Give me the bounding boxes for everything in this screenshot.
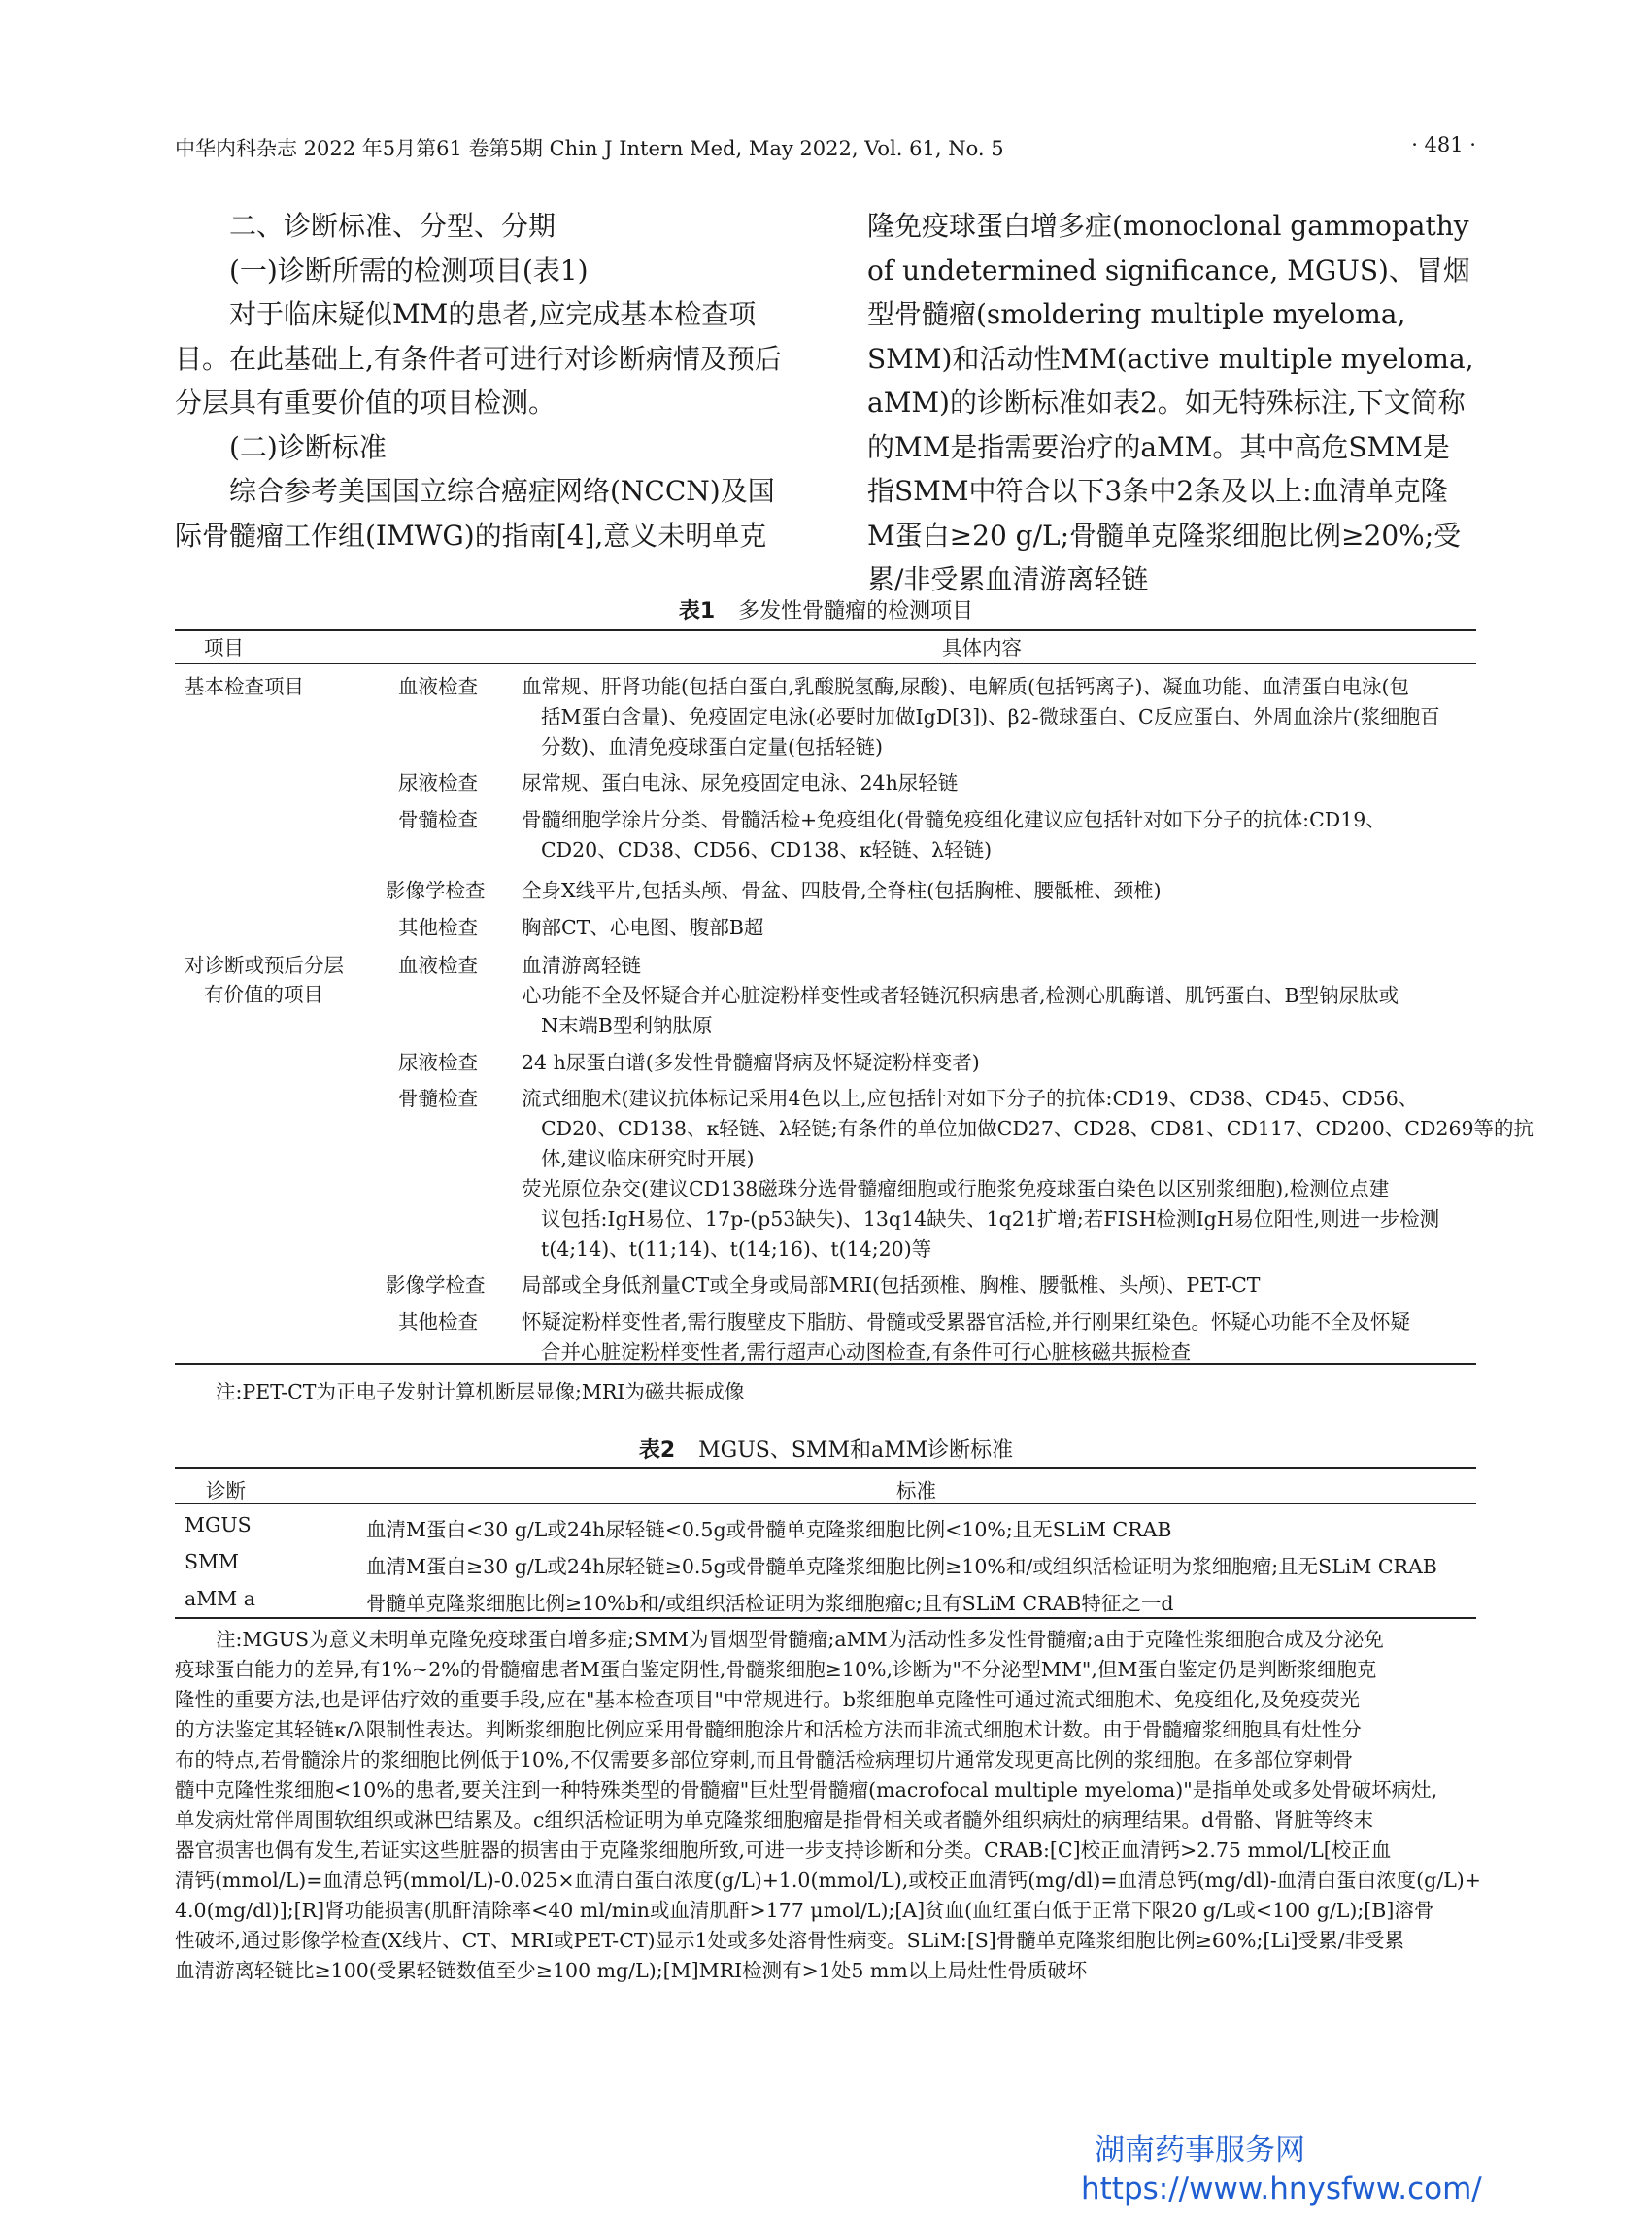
table2-caption bbox=[0, 1433, 1652, 1464]
table1-cell: 怀疑淀粉样变性者,需行腹壁皮下脂肪、骨髓或受累器官活检,并行刚果红染色。怀疑心功能不全及怀疑 bbox=[522, 1310, 1411, 1333]
table1-row-type: 其他检查 bbox=[398, 916, 478, 939]
subsection-heading: (一)诊断所需的检测项目(表1) bbox=[229, 253, 589, 287]
table2-title: MGUS、SMM和aMM诊断标准 bbox=[698, 1438, 1014, 1463]
table1-top-rule bbox=[175, 629, 1476, 631]
table2-note-line: 的方法鉴定其轻链κ/λ限制性表达。判断浆细胞比例应采用骨髓细胞涂片和活检方法而非流式细胞术计数。由于骨髓瘤浆细胞具有灶性分 bbox=[175, 1718, 1362, 1741]
table1-cell: CD20、CD38、CD56、CD138、κ轻链、λ轻链) bbox=[541, 838, 993, 861]
table1-cell: t(4;14)、t(11;14)、t(14;16)、t(14;20)等 bbox=[541, 1237, 932, 1261]
body-column-right bbox=[867, 204, 1474, 602]
table1-cell: 荧光原位杂交(建议CD138磁珠分选骨髓瘤细胞或行胞浆免疫球蛋白染色以区别浆细胞),检测位点建 bbox=[522, 1177, 1390, 1200]
body-paragraph: 对于临床疑似MM的患者,应完成基本检查项目。在此基础上,有条件者可进行对诊断病情及预后分层具有重要价值的项目检测。 bbox=[175, 298, 782, 419]
table2-bottom-rule bbox=[175, 1617, 1476, 1619]
table2-criteria: 骨髓单克隆浆细胞比例≥10%b和/或组织活检证明为浆细胞瘤c;且有SLiM CRAB特征之一d bbox=[366, 1592, 1174, 1615]
table2-col-header: 诊断 bbox=[206, 1479, 246, 1502]
table1-cell: 血清游离轻链 bbox=[522, 954, 641, 977]
watermark-name: 湖南药事服务网 bbox=[1095, 2133, 1305, 2168]
table1-cell: 括M蛋白含量)、免疫固定电泳(必要时加做IgD[3])、β2-微球蛋白、C反应蛋白、外周血涂片(浆细胞百 bbox=[541, 705, 1440, 728]
table1-cell: 骨髓细胞学涂片分类、骨髓活检+免疫组化(骨髓免疫组化建议应包括针对如下分子的抗体:CD19、 bbox=[522, 808, 1386, 831]
table1-row-type: 影像学检查 bbox=[386, 1273, 486, 1297]
table2-note-line: 性破坏,通过影像学检查(X线片、CT、MRI或PET-CT)显示1处或多处溶骨性病变。SLiM:[S]骨髓单克隆浆细胞比例≥60%;[Li]受累/非受累 bbox=[175, 1929, 1404, 1952]
table1-row-type: 骨髓检查 bbox=[398, 808, 478, 831]
table1-cell: 尿常规、蛋白电泳、尿免疫固定电泳、24h尿轻链 bbox=[522, 771, 959, 794]
table2-diagnosis: SMM bbox=[185, 1550, 240, 1573]
table2-note-line: 注:MGUS为意义未明单克隆免疫球蛋白增多症;SMM为冒烟型骨髓瘤;aMM为活动性多发性骨髓瘤;a由于克隆性浆细胞合成及分泌免 bbox=[216, 1628, 1384, 1651]
table1-cell: N末端B型利钠肽原 bbox=[541, 1014, 713, 1037]
table2-diagnosis: aMM a bbox=[185, 1587, 255, 1610]
table1-cell: 血常规、肝肾功能(包括白蛋白,乳酸脱氢酶,尿酸)、电解质(包括钙离子)、凝血功能、血清蛋白电泳(包 bbox=[522, 675, 1410, 698]
table1-cell: CD20、CD138、κ轻链、λ轻链;有条件的单位加做CD27、CD28、CD81、CD117、CD200、CD269等的抗 bbox=[541, 1117, 1534, 1140]
table1-cell: 分数)、血清免疫球蛋白定量(包括轻链) bbox=[541, 735, 883, 759]
table1-cell: 全身X线平片,包括头颅、骨盆、四肢骨,全脊柱(包括胸椎、腰骶椎、颈椎) bbox=[522, 879, 1162, 902]
table1-row-type: 尿液检查 bbox=[398, 1051, 478, 1074]
table1-label: 表1 bbox=[678, 599, 716, 624]
body-column-left bbox=[175, 204, 782, 557]
table2-note-line: 隆性的重要方法,也是评估疗效的重要手段,应在"基本检查项目"中常规进行。b浆细胞单克隆性可通过流式细胞术、免疫组化,及免疫荧光 bbox=[175, 1688, 1361, 1711]
table1-row-type: 其他检查 bbox=[398, 1310, 478, 1333]
table1-row-type: 血液检查 bbox=[398, 675, 478, 698]
table2-label: 表2 bbox=[638, 1438, 676, 1463]
table1-cell: 体,建议临床研究时开展) bbox=[541, 1147, 755, 1170]
table2-note-line: 单发病灶常伴周围软组织或淋巴结累及。c组织活检证明为单克隆浆细胞瘤是指骨相关或者髓外组织病灶的病理结果。d骨骼、肾脏等终末 bbox=[175, 1808, 1374, 1832]
table1-cell: 心功能不全及怀疑合并心脏淀粉样变性或者轻链沉积病患者,检测心肌酶谱、肌钙蛋白、B型钠尿肽或 bbox=[522, 984, 1399, 1007]
table2-header-rule bbox=[175, 1503, 1476, 1504]
table1-note: 注:PET-CT为正电子发射计算机断层显像;MRI为磁共振成像 bbox=[216, 1380, 745, 1403]
table2-note-line: 布的特点,若骨髓涂片的浆细胞比例低于10%,不仅需要多部位穿刺,而且骨髓活检病理切片通常发现更高比例的浆细胞。在多部位穿刺骨 bbox=[175, 1748, 1354, 1771]
table2-note-line: 器官损害也偶有发生,若证实这些脏器的损害由于克隆浆细胞所致,可进一步支持诊断和分类。CRAB:[C]校正血清钙>2.75 mmol/L[校正血 bbox=[175, 1838, 1392, 1862]
table1-cell: 24 h尿蛋白谱(多发性骨髓瘤肾病及怀疑淀粉样变者) bbox=[522, 1051, 980, 1074]
table2-diagnosis: MGUS bbox=[185, 1513, 252, 1536]
table1-row-type: 血液检查 bbox=[398, 954, 478, 977]
table1-group-label: 基本检查项目 bbox=[185, 675, 304, 698]
table1-cell: 流式细胞术(建议抗体标记采用4色以上,应包括针对如下分子的抗体:CD19、CD38、CD45、CD56、 bbox=[522, 1087, 1419, 1110]
table2-top-rule bbox=[175, 1467, 1476, 1469]
journal-citation: 中华内科杂志 2022 年5月第61 卷第5期 Chin J Intern Med, May 2022, Vol. 61, No. 5 bbox=[175, 137, 1004, 160]
table1-group-label: 有价值的项目 bbox=[204, 983, 323, 1006]
table1-row-type: 影像学检查 bbox=[386, 879, 486, 902]
body-paragraph: 综合参考美国国立综合癌症网络(NCCN)及国际骨髓瘤工作组(IMWG)的指南[4],意义未明单克 bbox=[175, 475, 775, 552]
table1-caption bbox=[0, 594, 1652, 624]
section-heading: 二、诊断标准、分型、分期 bbox=[229, 210, 556, 242]
table2-criteria: 血清M蛋白<30 g/L或24h尿轻链<0.5g或骨髓单克隆浆细胞比例<10%;且无SLiM CRAB bbox=[366, 1518, 1172, 1541]
body-paragraph: 隆免疫球蛋白增多症(monoclonal gammopathy of undetermined significance, MGUS)、冒烟型骨髓瘤(smoldering multiple myeloma, SMM)和活动性MM(active multiple myeloma, aMM)的诊断标准如表2。如无特殊标注,下文简称的MM是指需要治疗的aMM。其中高危SMM是指SMM中符合以下3条中2条及以上:血清单克隆M蛋白≥20 g/L;骨髓单克隆浆细胞比例≥20%;受累/非受累血清游离轻链 bbox=[867, 210, 1474, 595]
table1-cell: 议包括:IgH易位、17p-(p53缺失)、13q14缺失、1q21扩增;若FISH检测IgH易位阳性,则进一步检测 bbox=[541, 1207, 1440, 1230]
table2-note-line: 4.0(mg/dl)];[R]肾功能损害(肌酐清除率<40 ml/min或血清肌酐>177 μmol/L);[A]贫血(血红蛋白低于正常下限20 g/L或<100 g/L);[B]溶骨 bbox=[175, 1899, 1434, 1922]
table1-title: 多发性骨髓瘤的检测项目 bbox=[738, 599, 974, 624]
table1-cell: 胸部CT、心电图、腹部B超 bbox=[522, 916, 764, 939]
subsection-heading: (二)诊断标准 bbox=[229, 430, 387, 463]
table1-col-header: 具体内容 bbox=[942, 636, 1022, 659]
table2-note-line: 髓中克隆性浆细胞<10%的患者,要关注到一种特殊类型的骨髓瘤"巨灶型骨髓瘤(macrofocal multiple myeloma)"是指单处或多处骨破坏病灶, bbox=[175, 1778, 1438, 1802]
table1-row-type: 骨髓检查 bbox=[398, 1087, 478, 1110]
table1-header-rule bbox=[175, 663, 1476, 664]
table2-note-line: 清钙(mmol/L)=血清总钙(mmol/L)-0.025×血清白蛋白浓度(g/L)+1.0(mmol/L),或校正血清钙(mg/dl)=血清总钙(mg/dl)-血清白蛋白浓度(g/L)+ bbox=[175, 1869, 1481, 1892]
table2-col-header: 标准 bbox=[896, 1479, 936, 1502]
table1-group-label: 对诊断或预后分层 bbox=[185, 954, 344, 977]
table1-col-header: 项目 bbox=[204, 636, 244, 659]
table2-note-line: 疫球蛋白能力的差异,有1%~2%的骨髓瘤患者M蛋白鉴定阴性,骨髓浆细胞≥10%,诊断为"不分泌型MM",但M蛋白鉴定仍是判断浆细胞克 bbox=[175, 1658, 1377, 1681]
table1-cell: 合并心脏淀粉样变性者,需行超声心动图检查,有条件可行心脏核磁共振检查 bbox=[541, 1340, 1192, 1364]
running-header bbox=[175, 133, 1476, 162]
watermark-url[interactable]: https://www.hnysfww.com/ bbox=[1081, 2172, 1482, 2207]
table2-note-line: 血清游离轻链比≥100(受累轻链数值至少≥100 mg/L);[M]MRI检测有>1处5 mm以上局灶性骨质破坏 bbox=[175, 1959, 1088, 1982]
table1-cell: 局部或全身低剂量CT或全身或局部MRI(包括颈椎、胸椎、腰骶椎、头颅)、PET-CT bbox=[522, 1273, 1261, 1297]
table1-row-type: 尿液检查 bbox=[398, 771, 478, 794]
page-number: · 481 · bbox=[1411, 133, 1476, 156]
table2-criteria: 血清M蛋白≥30 g/L或24h尿轻链≥0.5g或骨髓单克隆浆细胞比例≥10%和/或组织活检证明为浆细胞瘤;且无SLiM CRAB bbox=[366, 1555, 1437, 1578]
